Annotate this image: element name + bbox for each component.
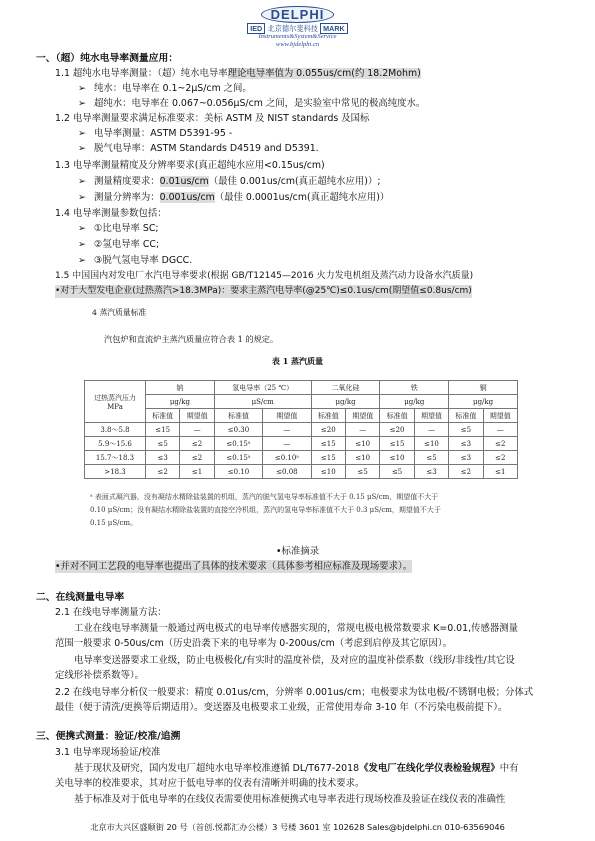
- logo-wordmark: DELPHI: [261, 6, 335, 23]
- value-cell: ≤10: [346, 437, 380, 451]
- excerpt-body: 汽包炉和直流炉主蒸汽质量应符合表 1 的规定。: [104, 334, 279, 344]
- logo-tagline: Instruments&System&Service: [258, 33, 337, 40]
- s22-line2: 最佳（便于清洗/更换等后期适用）。变送器及电极要求工业级，正常使用寿命 3-10 年（不污染电极前提下）。: [55, 702, 508, 713]
- s13-line: 1.3 电导率测量精度及分辨率要求(真正超纯水应用<0.15us/cm): [55, 160, 325, 171]
- value-cell: ≤15: [146, 423, 180, 437]
- value-cell: ≤1: [180, 465, 214, 479]
- group-unit: μg/kg: [380, 395, 449, 409]
- s11-highlight: 理论电导率值为 0.055us/cm(约 18.2Mohm): [227, 68, 421, 79]
- section3-title: 三、便携式测量：验证/校准/追溯: [36, 731, 181, 742]
- sub-header-std: 标准值: [214, 409, 262, 423]
- sub-header-exp: 期望值: [483, 409, 517, 423]
- s21-line: 2.1 在线电导率测量方法：: [55, 607, 167, 618]
- s21-para1-line2: 范围一般要求 0-50us/cm（历史沿袭下来的电导率为 0-200us/cm（考虑到启停及其它原因）。: [55, 638, 452, 649]
- excerpt-caption: •标准摘录: [275, 546, 320, 557]
- s31-para2-line1: 基于标准及对于低电导率的在线仪表需要使用标准便携式电导率表进行现场校准及验证在线仪表的准确性: [74, 794, 506, 805]
- value-cell: ≤20: [311, 423, 345, 437]
- value-cell: —: [263, 423, 311, 437]
- s15-line: 1.5 中国国内对发电厂水汽电导率要求(根据 GB/T12145—2016 火力发电机组及蒸汽动力设备水汽质量): [55, 271, 474, 281]
- table-title: 表 1 蒸汽质量: [271, 356, 324, 366]
- value-cell: ≤5: [380, 465, 414, 479]
- s12-line: 1.2 电导率测量要求满足标准要求：美标 ASTM 及 NIST standards 及国标: [55, 113, 370, 124]
- value-cell: ≤2: [483, 451, 517, 465]
- value-cell: ≤10: [380, 451, 414, 465]
- value-cell: ≤15: [311, 437, 345, 451]
- s14-bullet-1: ➢ ①比电导率 SC;: [78, 223, 159, 234]
- s11-bullet-1: ➢ 纯水：电导率在 0.1~2μS/cm 之间。: [78, 83, 252, 94]
- excerpt-heading: 4 蒸汽质量标准: [92, 308, 147, 317]
- value-cell: ≤0.15ᵃ: [214, 437, 262, 451]
- table-row: [85, 465, 518, 479]
- table-row: [85, 437, 518, 451]
- value-cell: ≤3: [414, 465, 448, 479]
- s14-bullet-2: ➢ ②氢电导率 CC;: [78, 239, 160, 250]
- value-cell: —: [263, 437, 311, 451]
- s31-para1-line1: 基于现状及研究，国内发电厂超纯水电导率校准遵循 DL/T677-2018《发电厂在线化学仪表检验规程》中有: [74, 763, 519, 774]
- table-row: [85, 451, 518, 465]
- s21-para2-line1: 电导率变送器要求工业级，防止电极极化/有实时的温度补偿，及对应的温度补偿系数（线形/非线性/其它设: [74, 655, 515, 666]
- value-cell: ≤10: [311, 465, 345, 479]
- sub-header-std: 标准值: [380, 409, 414, 423]
- table-note-line-2: 0.10 μS/cm；没有凝结水精除盐装置的直接空冷机组，蒸汽的氢电导率标准值不大于 0.3 μS/cm，期望值不大于: [90, 506, 441, 514]
- value-cell: ≤15: [311, 451, 345, 465]
- group-unit: μg/kg: [311, 395, 380, 409]
- value-cell: ≤3: [146, 451, 180, 465]
- section1-title: 一、（超）纯水电导率测量应用：: [36, 53, 179, 64]
- value-cell: —: [346, 423, 380, 437]
- s13-bullet-1: ➢ 测量精度要求：0.01us/cm（最佳 0.001us/cm(真正超纯水应用)）;: [78, 176, 381, 187]
- group-unit: μg/kg: [449, 395, 518, 409]
- value-cell: ≤3: [449, 451, 483, 465]
- group-unit: μS/cm: [214, 395, 311, 409]
- sub-header-exp: 期望值: [263, 409, 311, 423]
- company-logo: [0, 6, 595, 49]
- value-cell: ≤5: [146, 437, 180, 451]
- value-cell: ≤5: [346, 465, 380, 479]
- value-cell: ≤2: [180, 451, 214, 465]
- pressure-cell: 3.8～5.8: [85, 423, 146, 437]
- value-cell: ≤5: [449, 423, 483, 437]
- value-cell: ≤0.10ᵃ: [263, 451, 311, 465]
- s12-bullet-2: ➢ 脱气电导率：ASTM Standards D4519 and D5391.: [78, 143, 319, 154]
- group-unit: μg/kg: [146, 395, 215, 409]
- pressure-cell: 5.9～15.6: [85, 437, 146, 451]
- value-cell: ≤20: [380, 423, 414, 437]
- pressure-cell: >18.3: [85, 465, 146, 479]
- value-cell: —: [483, 423, 517, 437]
- section2-title: 二、在线测量电导率: [36, 592, 125, 603]
- s21-para1-line1: 工业在线电导率测量一般通过两电极式的电导率传感器实现的，常规电极电极常数要求 K=0.01,传感器测量: [74, 623, 518, 634]
- sub-header-std: 标准值: [146, 409, 180, 423]
- value-cell: —: [180, 423, 214, 437]
- logo-box-left: IED: [247, 23, 265, 34]
- logo-website: www.bjdelphi.cn: [275, 41, 320, 48]
- value-cell: ≤10: [346, 451, 380, 465]
- value-cell: ≤3: [449, 437, 483, 451]
- logo-company-name: 北京德尔斐科技: [267, 24, 318, 33]
- s22-line1: 2.2 在线电导率分析仪一般要求：精度 0.01us/cm，分辨率 0.001us/cm；电极要求为钛电极/不锈钢电极；分体式: [55, 687, 534, 698]
- value-cell: ≤0.10: [214, 465, 262, 479]
- s14-bullet-3: ➢ ③脱气氢电导率 DGCC.: [78, 255, 193, 266]
- group-header: 二氧化硅: [311, 381, 380, 395]
- value-cell: ≤0.15ᵃ: [214, 451, 262, 465]
- value-cell: ≤1: [483, 465, 517, 479]
- page-footer: 北京市大兴区盛顺街 20 号（首创.悦都汇办公楼）3 号楼 3601 室 102628 Sales@bjdelphi.cn 010-63569046: [90, 822, 505, 832]
- sub-header-std: 标准值: [449, 409, 483, 423]
- value-cell: ≤15: [380, 437, 414, 451]
- s12-bullet-1: ➢ 电导率测量：ASTM D5391-95 -: [78, 128, 233, 139]
- pressure-cell: 15.7～18.3: [85, 451, 146, 465]
- s11-line: 1.1 超纯水电导率测量：（超）纯水电导率理论电导率值为 0.055us/cm(约 18.2Mohm): [55, 68, 421, 79]
- value-cell: ≤0.08: [263, 465, 311, 479]
- value-cell: ≤2: [146, 465, 180, 479]
- table-note-line-3: 0.15 μS/cm。: [90, 519, 138, 527]
- s31-line: 3.1 电导率现场验证/校准: [55, 747, 161, 758]
- value-cell: ≤0.30: [214, 423, 262, 437]
- value-cell: ≤2: [483, 437, 517, 451]
- value-cell: ≤10: [414, 437, 448, 451]
- logo-box-right: MARK: [320, 23, 348, 34]
- s11-bullet-2: ➢ 超纯水：电导率在 0.067~0.056μS/cm 之间，是实验室中常见的极高纯度水。: [78, 98, 426, 109]
- group-header: 钠: [146, 381, 215, 395]
- s21-para2-line2: 定线形补偿系数等）。: [55, 670, 145, 681]
- value-cell: —: [414, 423, 448, 437]
- sub-header-exp: 期望值: [180, 409, 214, 423]
- col-pressure-header: 过热蒸汽压力 MPa: [85, 381, 146, 423]
- sub-header-exp: 期望值: [414, 409, 448, 423]
- value-cell: ≤5: [414, 451, 448, 465]
- table-row: [85, 423, 518, 437]
- excerpt-bottom-note: •并对不同工艺段的电导率也提出了具体的技术要求（具体参考相应标准及现场要求）。: [55, 561, 413, 572]
- s31-para1-line2: 关电导率的校准要求，其对应于低电导率的仪表有清晰并明确的技术要求。: [55, 778, 365, 789]
- value-cell: ≤2: [449, 465, 483, 479]
- s15-note: •对于大型发电企业(过热蒸汽>18.3MPa)：要求主蒸汽电导率(@25℃)≤0.1us/cm(期望值≤0.8us/cm): [55, 286, 472, 296]
- s13-bullet-2: ➢ 测量分辨率为：0.001us/cm（最佳 0.0001us/cm(真正超纯水应用)）: [78, 192, 390, 203]
- value-cell: ≤2: [180, 437, 214, 451]
- sub-header-std: 标准值: [311, 409, 345, 423]
- group-header: 铁: [380, 381, 449, 395]
- steam-quality-table: [84, 380, 518, 479]
- group-header: 氢电导率（25 ℃）: [214, 381, 311, 395]
- sub-header-exp: 期望值: [346, 409, 380, 423]
- s14-line: 1.4 电导率测量参数包括：: [55, 208, 167, 219]
- group-header: 铜: [449, 381, 518, 395]
- table-note-line-1: ᵃ 表面式凝汽器，没有凝结水精除盐装置的机组，蒸汽的脱气氢电导率标准值不大于 0.15 μS/cm，期望值不大于: [90, 493, 439, 501]
